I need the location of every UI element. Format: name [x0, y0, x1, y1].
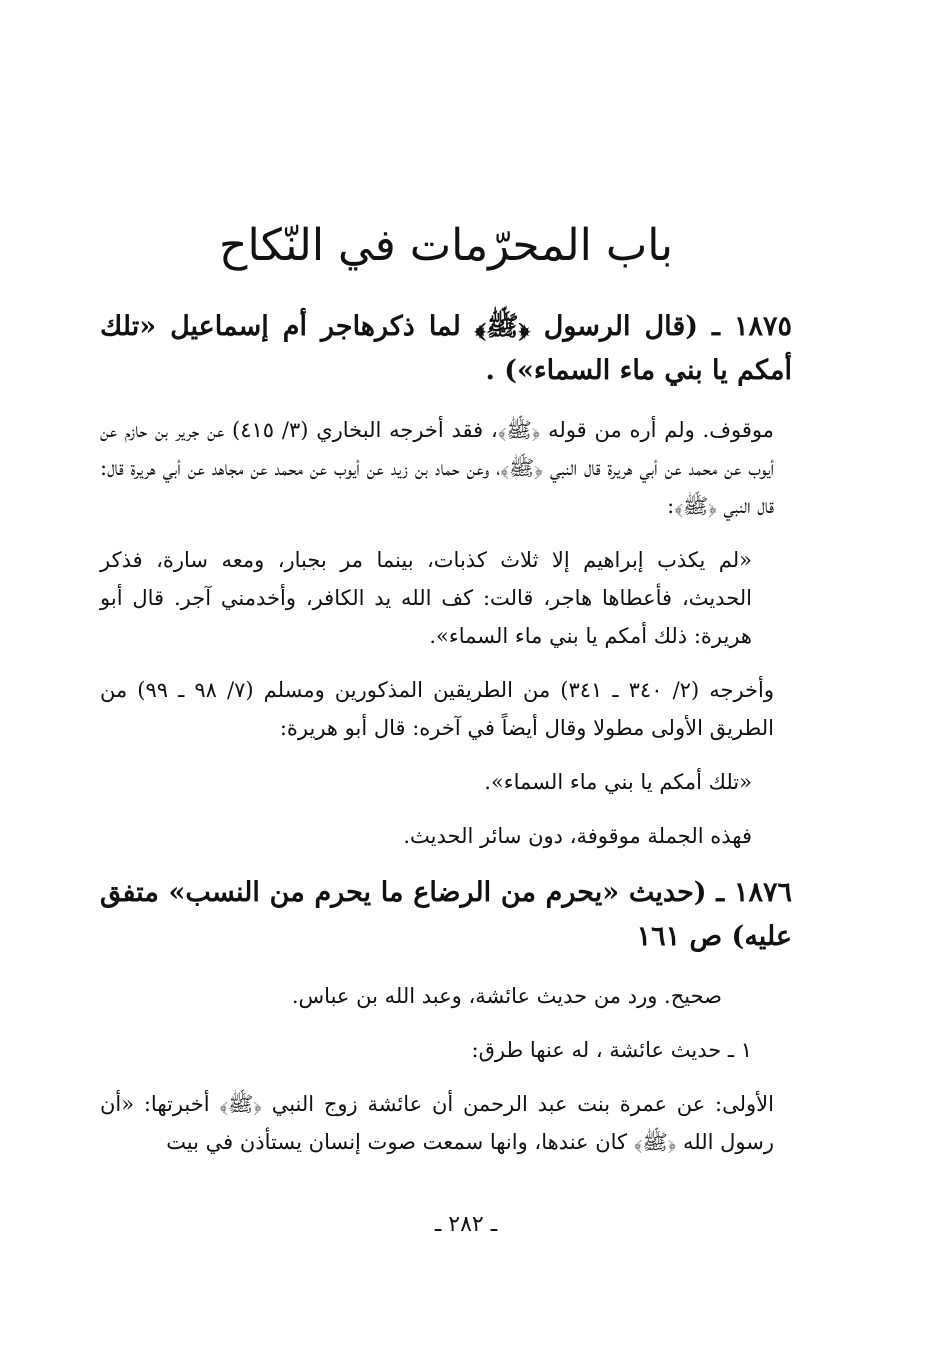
hadith-1876-commentary-3: الأولى: عن عمرة بنت عبد الرحمن أن عائشة زوج النبي ﴿ﷺ﴾ أخبرتها: «أن رسول الله ﴿ﷺ﴾ كان عندها، وانها سمعت صوت إنسان يستأذن في بيت	[100, 1092, 774, 1154]
chapter-title: باب المحرّمات في النّكاح	[219, 220, 673, 271]
page-content	[100, 215, 792, 1177]
hadith-1875-quote-1: «لم يكذب إبراهيم إلا ثلاث كذبات، بينما مر بجبار، ومعه سارة، فذكر الحديث، فأعطاها هاجر، قالت: كف الله يد الكافر، وأخدمني آجر. قال أبو هريرة: ذلك أمكم يا بني ماء السماء».	[100, 548, 752, 648]
hadith-1875-quote-2: «تلك أمكم يا بني ماء السماء».	[484, 770, 752, 794]
hadith-1875-commentary-2: وأخرجه (٢/ ٣٤٠ ـ ٣٤١) من الطريقين المذكورين ومسلم (٧/ ٩٨ ـ ٩٩) من الطريق الأولى مطولا وقال أيضاً في آخره: قال أبو هريرة:	[100, 678, 774, 740]
hadith-1875-commentary-3: فهذه الجملة موقوفة، دون سائر الحديث.	[403, 824, 752, 848]
hadith-1875-heading: ١٨٧٥ ـ (قال الرسول ﴿ﷺ﴾ لما ذكرهاجر أم إسماعيل «تلك أمكم يا بني ماء السماء») .	[100, 311, 792, 386]
hadith-1876-heading: ١٨٧٦ ـ (حديث «يحرم من الرضاع ما يحرم من النسب» متفق عليه) ص ١٦١	[100, 877, 792, 952]
page-number: ـ ٢٨٢ ـ	[434, 1212, 498, 1237]
hadith-1876-commentary-1: صحيح. ورد من حديث عائشة، وعبد الله بن عباس.	[291, 984, 722, 1008]
hadith-1875-commentary-1: موقوف. ولم أره من قوله ﴿ﷺ﴾، فقد أخرجه البخاري (٣/ ٤١٥) عن جرير بن حازم عن أيوب عن محمد عن أبي هريرة قال النبي ﴿ﷺ﴾، وعن حماد بن زيد عن أيوب عن محمد عن مجاهد عن أبي هريرة قال: قال النبي ﴿ﷺ﴾:	[100, 418, 774, 518]
hadith-1876-commentary-2: ١ ـ حديث عائشة ، له عنها طرق:	[471, 1038, 752, 1062]
